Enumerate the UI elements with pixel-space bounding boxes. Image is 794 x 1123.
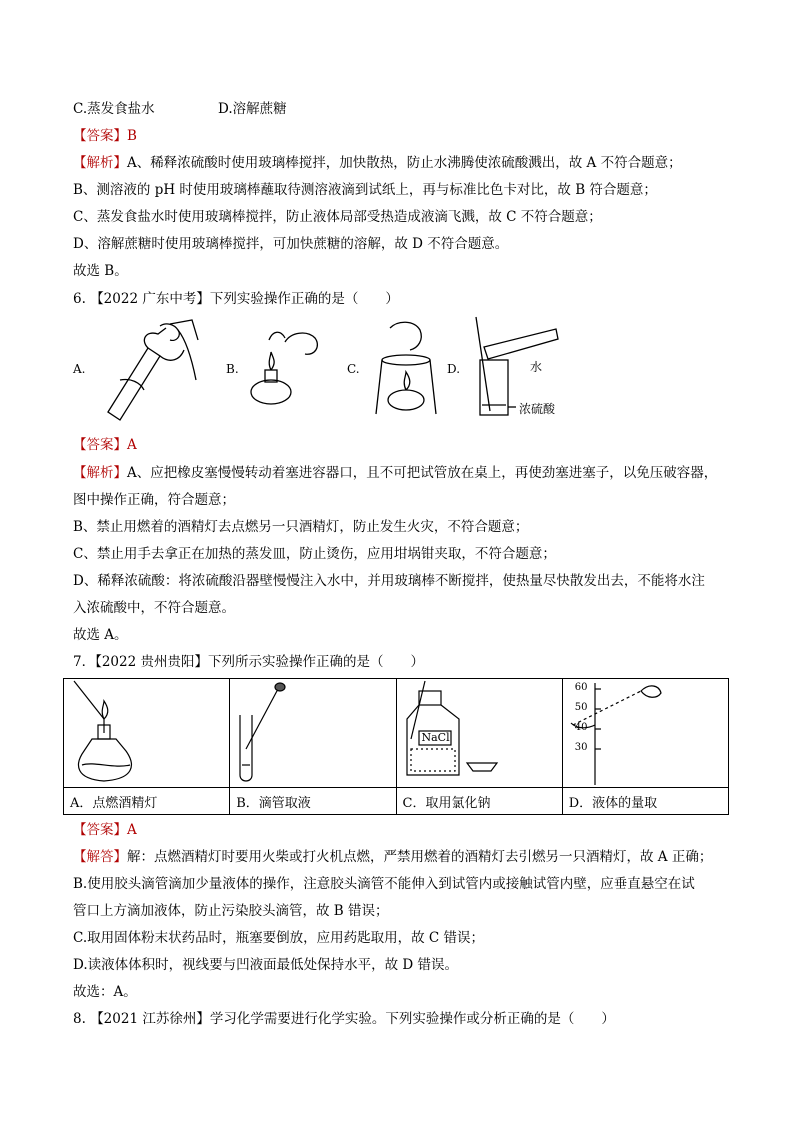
q6-fig-label-d: D. <box>447 362 461 376</box>
q6-fig-label-c: C. <box>347 362 360 376</box>
q7-analysis-line: B.使用胶头滴管滴加少量液体的操作，注意胶头滴管不能伸入到试管内或接触试管内壁，应垂直悬空在试 <box>73 876 695 892</box>
q5-analysis-line: D、溶解蔗糖时使用玻璃棒搅拌，可加快蔗糖的溶解，故 D 不符合题意。 <box>73 236 509 252</box>
answer-tag: 【答案】 <box>73 437 127 453</box>
cylinder-tick-label: 60 <box>574 682 588 693</box>
q7-analysis-line <box>73 845 712 865</box>
question-text: 学习化学需要进行化学实验。下列实验操作或分析正确的是（ ） <box>209 1011 615 1027</box>
q6-figure-a-stopper <box>100 320 210 420</box>
q8-stem <box>73 1007 615 1027</box>
q5-analysis-line <box>73 151 682 171</box>
question-text: 下列实验操作正确的是（ ） <box>209 291 399 307</box>
question-number: 6. <box>73 291 86 307</box>
q6-figure-b-alcohol-lamps <box>245 322 325 412</box>
analysis-text: A、应把橡皮塞慢慢转动着塞进容器口，且不可把试管放在桌上，再使劲塞进塞子，以免压破容器， <box>127 465 718 481</box>
q7-analysis-line: C.取用固体粉末状药品时，瓶塞要倒放，应用药匙取用，故 C 错误； <box>73 930 485 946</box>
analysis-tag: 【解答】 <box>73 849 127 865</box>
analysis-text: A、稀释浓硫酸时使用玻璃棒搅拌，加快散热，防止水沸腾使浓硫酸溅出，故 A 不符合题意； <box>127 155 682 171</box>
q6-fig-d-acid-label: 浓硫酸 <box>519 402 556 416</box>
q5-conclusion: 故选 B。 <box>73 263 128 279</box>
q7-caption-b: B．滴管取液 <box>230 788 396 815</box>
q5-analysis-line: B、测溶液的 pH 时使用玻璃棒蘸取待测溶液滴到试纸上，再与标准比色卡对比，故 B 符合题意； <box>73 182 657 198</box>
q7-caption-a: A．点燃酒精灯 <box>64 788 230 815</box>
answer-value: B <box>127 128 137 144</box>
q7-answer <box>73 818 137 838</box>
question-text: 下列所示实验操作正确的是（ ） <box>208 654 424 670</box>
q6-analysis-line: D、稀释浓硫酸：将浓硫酸沿器壁慢慢注入水中，并用玻璃棒不断搅拌，使热量尽快散发出去，不能将水注 <box>73 573 705 589</box>
question-number: 7． <box>73 654 96 670</box>
question-source: 【2022 贵州贵阳】 <box>95 654 208 670</box>
q7-stem <box>73 650 424 670</box>
q5-option-c: C.蒸发食盐水 <box>73 101 155 117</box>
q7-figure-d-cell <box>562 679 728 788</box>
analysis-tag: 【解析】 <box>73 465 127 481</box>
q7-figure-a-lighting-lamp <box>64 679 230 787</box>
q6-analysis-line: 图中操作正确，符合题意； <box>73 492 235 508</box>
q6-answer <box>73 433 137 453</box>
analysis-tag: 【解析】 <box>73 155 127 171</box>
q7-figure-b-cell <box>230 679 396 788</box>
q6-analysis-line: 入浓硫酸中，不符合题意。 <box>73 600 235 616</box>
cylinder-tick-label: 50 <box>574 702 588 713</box>
q6-stem <box>73 287 399 307</box>
q6-figure-c-evaporating-dish <box>370 318 440 416</box>
answer-tag: 【答案】 <box>73 128 127 144</box>
q7-caption-c: C．取用氯化钠 <box>396 788 562 815</box>
q7-figure-a-cell <box>64 679 230 788</box>
q6-analysis-line: B、禁止用燃着的酒精灯去点燃另一只酒精灯，防止发生火灾，不符合题意； <box>73 519 529 535</box>
q7-conclusion: 故选：A。 <box>73 984 137 1000</box>
question-source: 【2022 广东中考】 <box>90 291 210 307</box>
q7-figure-b-dropper <box>230 679 396 787</box>
q7-caption-d: D．液体的量取 <box>562 788 728 815</box>
q7-figure-d-cylinder <box>563 679 729 787</box>
q7-figure-c-cell <box>396 679 562 788</box>
q6-analysis-line <box>73 461 717 481</box>
q6-fig-d-water-label: 水 <box>530 360 543 374</box>
cylinder-tick-label: 30 <box>574 742 588 753</box>
q6-fig-label-a: A. <box>73 362 86 376</box>
answer-tag: 【答案】 <box>73 822 127 838</box>
q6-analysis-line: C、禁止用手去拿正在加热的蒸发皿，防止烫伤，应用坩埚钳夹取，不符合题意； <box>73 546 556 562</box>
question-source: 【2021 江苏徐州】 <box>90 1011 210 1027</box>
q7-options-table <box>63 678 729 815</box>
q7-analysis-line: D.读液体体积时，视线要与凹液面最低处保持水平，故 D 错误。 <box>73 957 459 973</box>
analysis-text: 解：点燃酒精灯时要用火柴或打火机点燃，严禁用燃着的酒精灯去引燃另一只酒精灯，故 A 正确； <box>127 849 713 865</box>
q7-nacl-label: NaCl <box>421 731 450 744</box>
answer-value: A <box>127 437 137 453</box>
answer-value: A <box>127 822 137 838</box>
q7-analysis-line: 管口上方滴加液体，防止污染胶头滴管，故 B 错误； <box>73 903 389 919</box>
q5-answer <box>73 124 137 144</box>
cylinder-tick-label: 40 <box>574 722 588 733</box>
question-number: 8. <box>73 1011 86 1027</box>
q6-conclusion: 故选 A。 <box>73 627 128 643</box>
q5-option-d: D.溶解蔗糖 <box>218 101 287 117</box>
q5-analysis-line: C、蒸发食盐水时使用玻璃棒搅拌，防止液体局部受热造成液滴飞溅，故 C 不符合题意； <box>73 209 602 225</box>
q6-fig-label-b: B. <box>226 362 239 376</box>
q5-options-cd <box>73 97 287 117</box>
